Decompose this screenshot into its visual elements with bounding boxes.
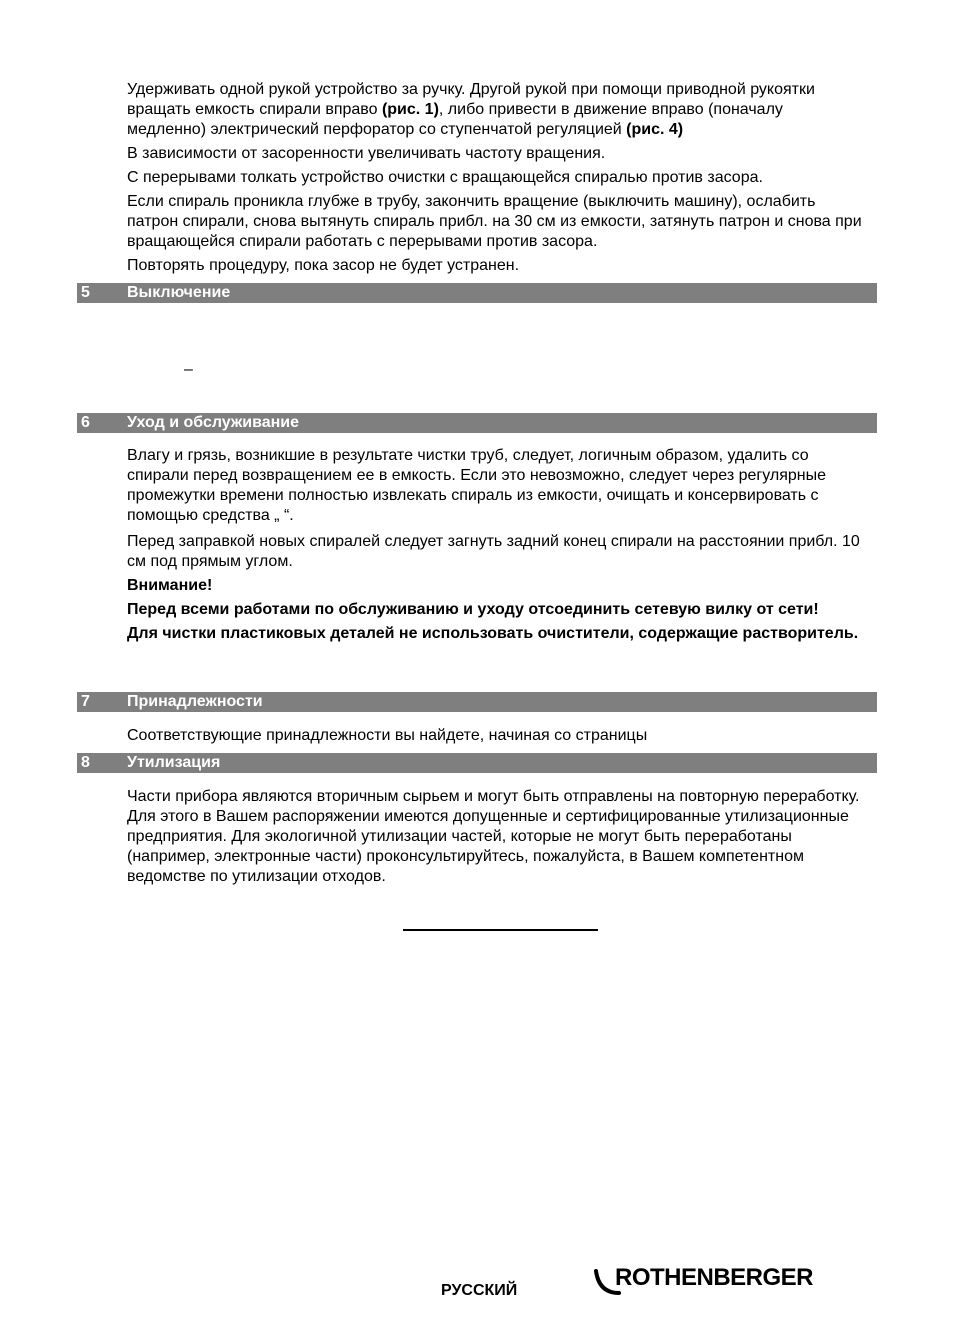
warning-label: Внимание! (127, 577, 213, 594)
warning-unplug: Перед всеми работами по обслуживанию и уходу отсоединить сетевую вилку от сети! (127, 601, 819, 618)
paragraph-repeat: Повторять процедуру, пока засор не будет устранен. (127, 257, 520, 274)
section-heading-8 (77, 753, 877, 773)
figure-ref-4: (рис. 4) (626, 121, 684, 138)
section-7-body (127, 726, 862, 746)
section-title: Принадлежности (127, 693, 263, 710)
paragraph-deeper-spiral: Если спираль проникла глубже в трубу, закончить вращение (выключить машину), ослабить патрон спирали, снова вытянуть спираль прибл. на 30 см из емкости, затянуть патрон и снова при вращающейся спирали работать с перерывами против засора. (127, 193, 862, 250)
figure-ref-1: (рис. 1) (381, 101, 439, 118)
section-title: Выключение (127, 284, 231, 301)
section-heading-5 (77, 283, 877, 303)
section-title: Утилизация (127, 754, 221, 771)
paragraph-new-spirals: Перед заправкой новых спиралей следует загнуть задний конец спирали на расстоянии прибл. 10 см под прямым углом. (127, 533, 860, 570)
paragraph-cleaning: Влагу и грязь, возникшие в результате чистки труб, следует, логичным образом, удалить со спирали перед возвращением ее в емкость. Если это невозможно, следует через регулярные промежутки времени полностью извлекать спираль из емкости, очищать и консервировать с помощью средства „ “. (127, 447, 827, 524)
paragraph-accessories: Соответствующие принадлежности вы найдете, начиная со страницы (127, 727, 648, 744)
section-heading-7 (77, 692, 877, 712)
warning-no-solvents: Для чистки пластиковых деталей не использовать очистители, содержащие растворитель. (127, 625, 859, 642)
section-heading-6 (77, 413, 877, 433)
paragraph-increase-speed: В зависимости от засоренности увеличивать частоту вращения. (127, 145, 606, 162)
logo-wordmark: ROTHENBERGER (615, 1264, 814, 1291)
text-segment: , либо привести в движение вправо (поначалу медленно) электрический перфоратор со ступенчатой регуляцией (127, 101, 783, 138)
paragraph-disposal: Части прибора являются вторичным сырьем и могут быть отправлены на повторную переработку. Для этого в Вашем распоряжении имеются допущенные и сертифицированные утилизационные предприятия. Для экологичной утилизации частей, которые не могут быть переработаны (например, электронные части) проконсультируйтесь, пожалуйста, в Вашем компетентном ведомстве по утилизации отходов. (127, 788, 860, 885)
end-rule (403, 929, 598, 931)
section-number: 7 (81, 693, 90, 710)
section-4-continuation (127, 80, 862, 276)
text-segment: Удерживать одной рукой устройство за ручку. Другой рукой при помощи приводной рукоятки вращать емкость спирали вправо (127, 81, 815, 118)
paragraph-rotate-instructions (127, 80, 862, 140)
list-dash: – (184, 361, 193, 378)
section-number: 6 (81, 414, 90, 431)
footer-language: РУССКИЙ (441, 1282, 518, 1299)
paragraph-push-device: С перерывами толкать устройство очистки с вращающейся спиралью против засора. (127, 169, 763, 186)
section-number: 5 (81, 284, 90, 301)
section-6-body (127, 446, 862, 644)
section-title: Уход и обслуживание (127, 414, 299, 431)
section-8-body (127, 787, 862, 887)
rothenberger-logo (593, 1263, 829, 1299)
section-number: 8 (81, 754, 90, 771)
